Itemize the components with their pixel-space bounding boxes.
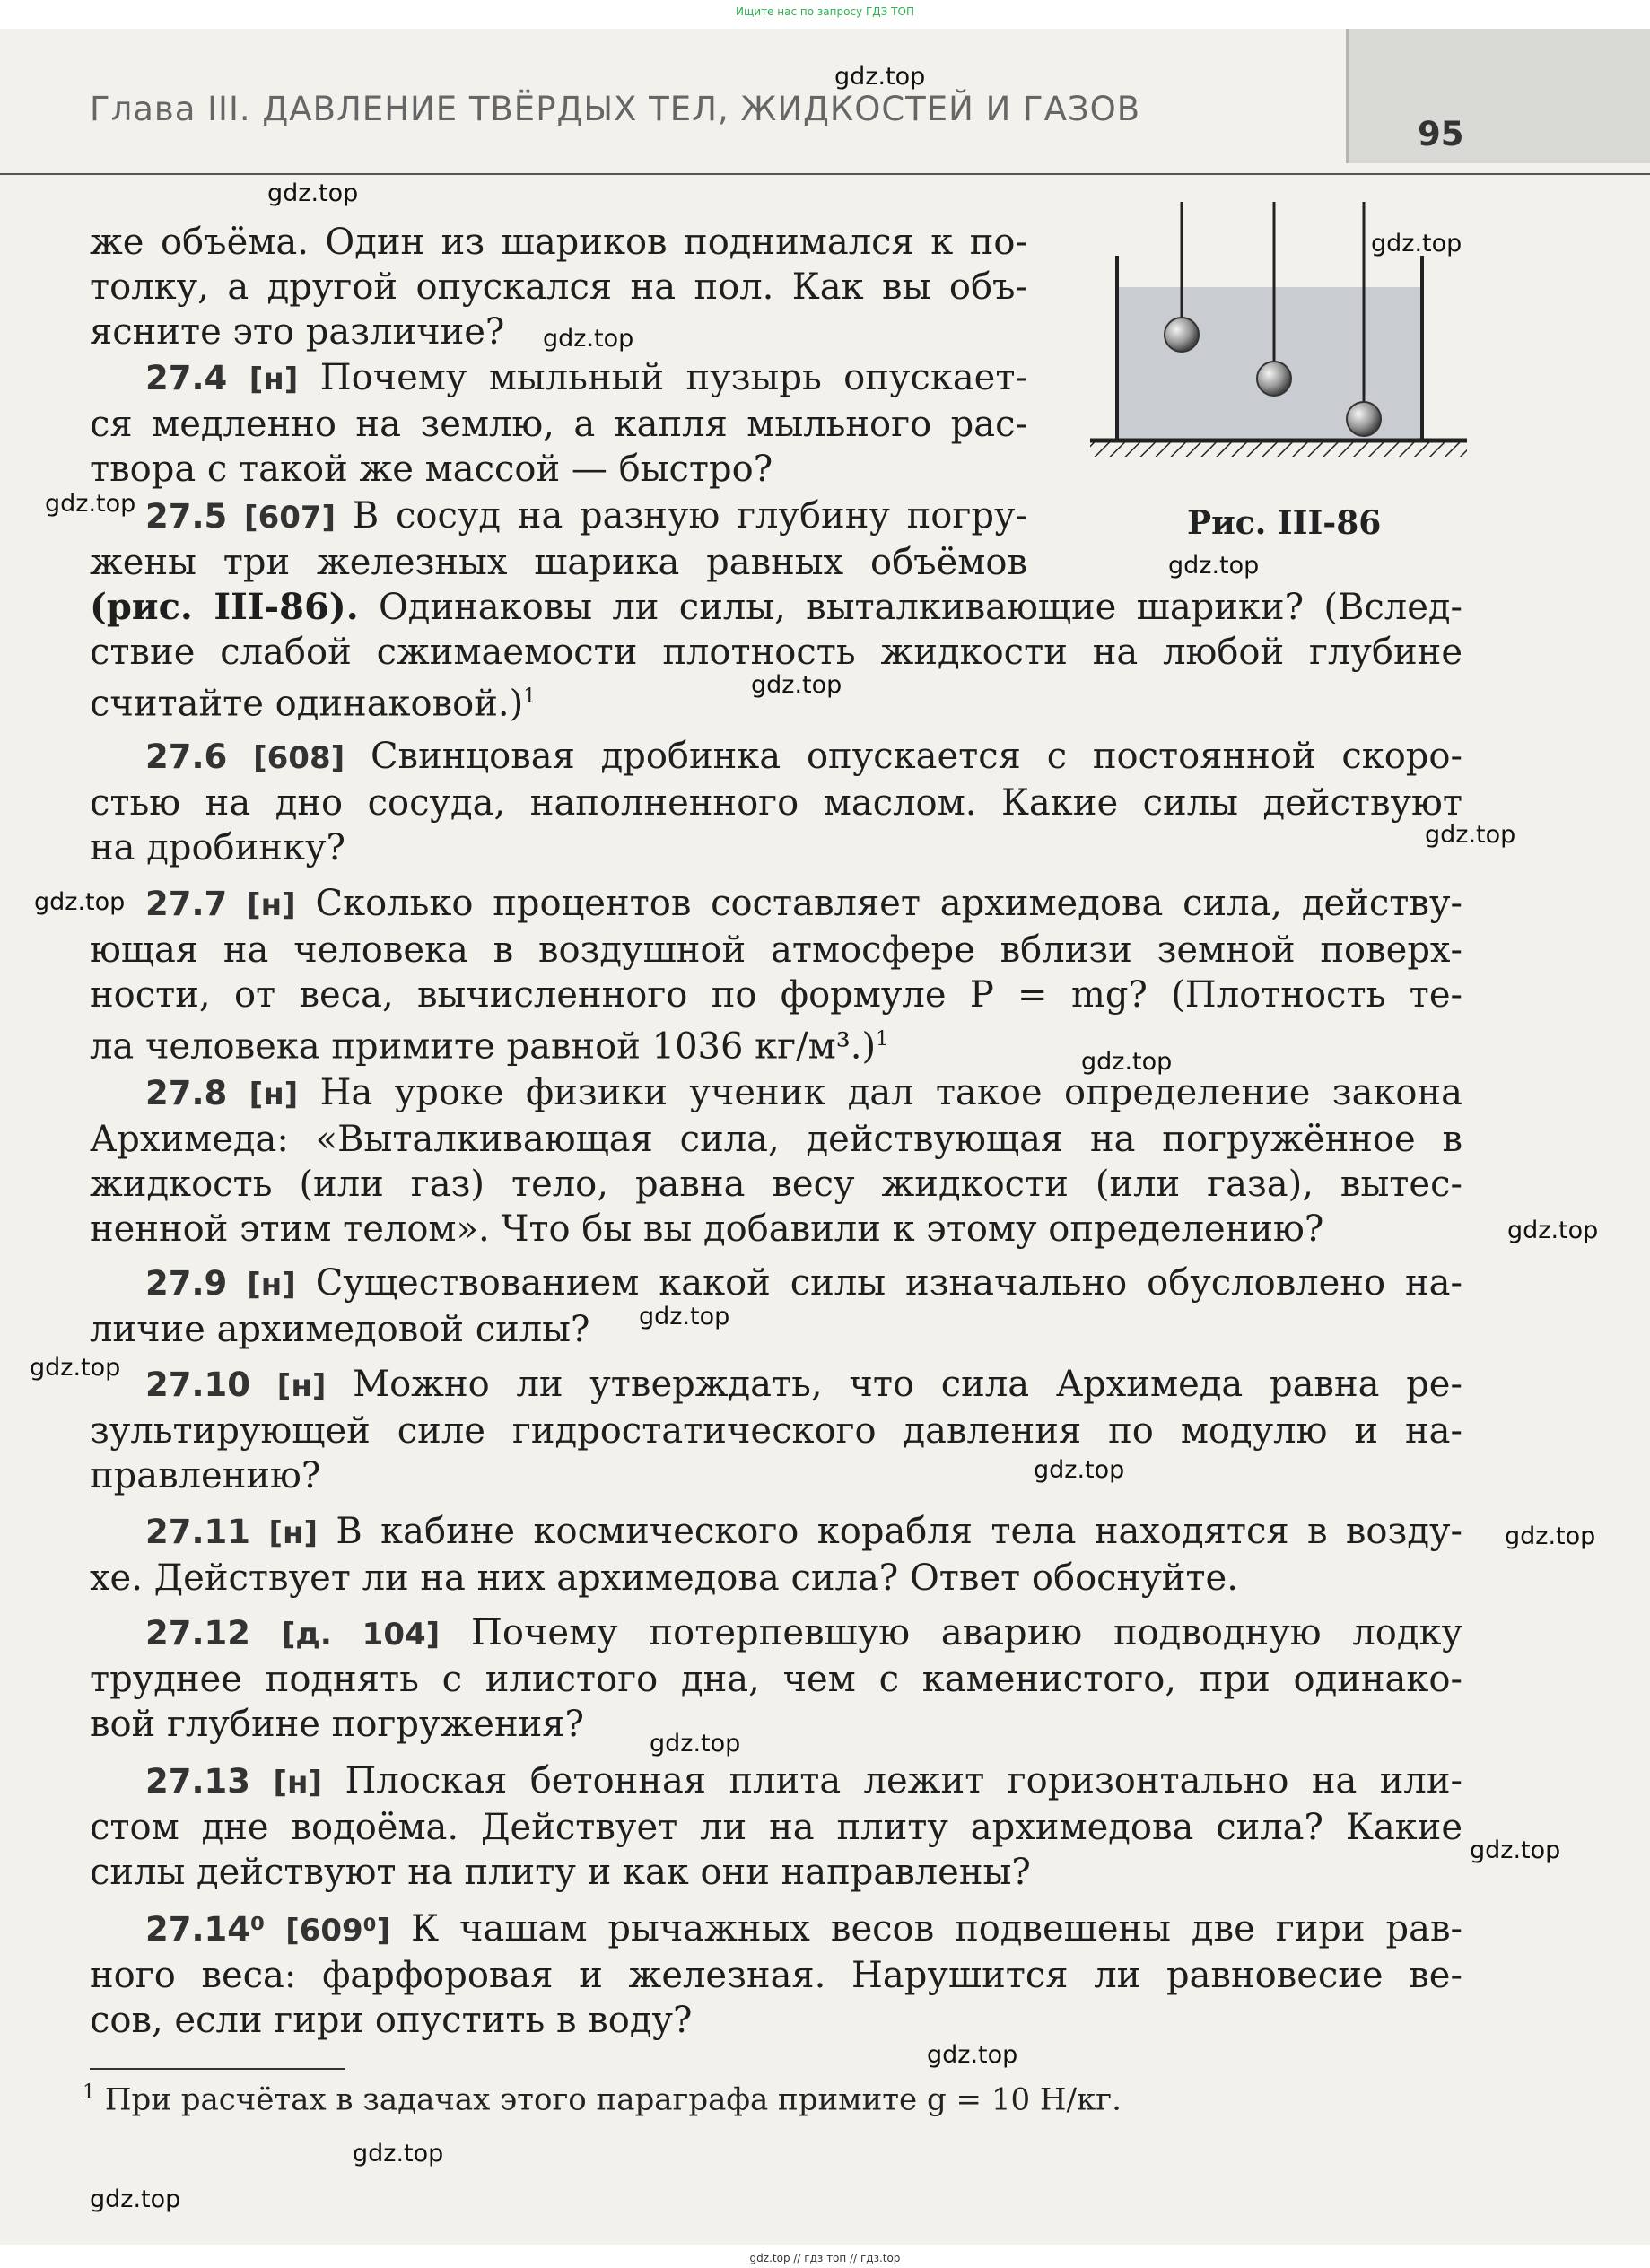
- problem-text-line: жены три железных шарика равных объёмов: [90, 542, 1027, 583]
- problem-text-line: считайте одинаковой.): [90, 683, 524, 725]
- problem-number: 27.11: [145, 1513, 251, 1551]
- watermark: gdz.top: [1168, 552, 1260, 580]
- top-strip: [0, 0, 1650, 29]
- footnote-mark: 1: [523, 685, 537, 708]
- problem-27-4: [90, 355, 1027, 492]
- watermark: gdz.top: [30, 1354, 121, 1382]
- problem-ref: [н]: [268, 1515, 319, 1551]
- problem-text-line: правлению?: [90, 1455, 321, 1496]
- problem-ref: [н]: [273, 1765, 323, 1801]
- problem-text: Плоская бетонная плита лежит горизонтально на или-: [345, 1760, 1462, 1801]
- watermark: gdz.top: [1081, 1048, 1173, 1076]
- problem-27-10: [90, 1362, 1462, 1498]
- footnote: [83, 2081, 1122, 2117]
- problem-text-line: ного веса: фарфоровая и железная. Нарушится ли равновесие ве-: [90, 1955, 1462, 1996]
- watermark: gdz.top: [353, 2140, 444, 2168]
- problem-27-11: [90, 1509, 1462, 1601]
- problem-number: 27.13: [145, 1762, 251, 1801]
- watermark: gdz.top: [90, 2185, 181, 2213]
- problem-text-line: твора с такой же массой — быстро?: [90, 449, 773, 490]
- problem-text: Одинаковы ли силы, выталкивающие шарики? (Вслед-: [379, 587, 1463, 628]
- problem-text: В кабине космического корабля тела находятся в возду-: [336, 1511, 1463, 1552]
- site-note-top[interactable]: Ищите нас по запросу ГДЗ ТОП: [736, 5, 914, 18]
- problem-number: 27.12: [145, 1614, 251, 1653]
- problem-text: На уроке физики ученик дал такое определение закона: [319, 1072, 1463, 1113]
- watermark: gdz.top: [1507, 1217, 1599, 1244]
- problem-text: Сколько процентов составляет архимедова сила, действу-: [315, 883, 1462, 924]
- ground-hatch: [1090, 442, 1467, 457]
- problem-ref: [н]: [247, 1267, 296, 1303]
- problem-text-line: силы действуют на плиту и как они направлены?: [90, 1852, 1031, 1893]
- problem-text-line: жидкость (или газ) тело, равна весу жидкости (или газа), вытес-: [90, 1164, 1462, 1205]
- watermark: gdz.top: [1425, 821, 1516, 849]
- problem-27-9: [90, 1260, 1462, 1352]
- problem-text-line: ствие слабой сжимаемости плотность жидкости на любой глубине: [90, 632, 1462, 673]
- site-note-bottom[interactable]: gdz.top // гдз топ // гдз.top: [749, 2252, 901, 2264]
- problem-text-line: зультирующей силе гидростатического давления по модулю и на-: [90, 1410, 1462, 1452]
- watermark: gdz.top: [1034, 1456, 1125, 1484]
- problem-27-13: [90, 1758, 1462, 1895]
- footnote-mark: 1: [876, 1028, 889, 1051]
- problem-ref: [609⁰]: [285, 1913, 391, 1949]
- figure-caption: Рис. III-86: [1187, 504, 1382, 542]
- problem-text: К чашам рычажных весов подвешены две гири рав-: [411, 1908, 1463, 1950]
- ball-1: [1165, 318, 1199, 352]
- problem-text: Существованием какой силы изначально обусловлено на-: [315, 1262, 1462, 1304]
- problem-ref: [н]: [249, 1077, 299, 1112]
- problem-text: В сосуд на разную глубину погру-: [352, 495, 1028, 536]
- page-number: 95: [1418, 115, 1464, 153]
- ball-2: [1257, 362, 1291, 396]
- watermark: gdz.top: [1371, 230, 1462, 257]
- problem-text-line: Архимеда: «Выталкивающая сила, действующая на погружённое в: [90, 1119, 1462, 1160]
- watermark: gdz.top: [639, 1303, 730, 1330]
- page-number-box: [1346, 29, 1650, 163]
- problem-text-line: труднее поднять с илистого дна, чем с каменистого, при одинако-: [90, 1659, 1462, 1700]
- problem-text-line: личие архимедовой силы?: [90, 1309, 590, 1350]
- intro-line: же объёма. Один из шариков поднимался к по-: [90, 222, 1027, 263]
- problem-ref: [607]: [244, 500, 336, 536]
- problem-number: 27.4: [145, 359, 228, 397]
- intro-line: толку, а другой опускался на пол. Как вы объ-: [90, 266, 1027, 308]
- figure-reference: (рис. III-86).: [90, 586, 359, 628]
- watermark: gdz.top: [1470, 1836, 1561, 1864]
- problem-27-8: [90, 1070, 1462, 1252]
- problem-text-line: хе. Действует ли на них архимедова сила? Ответ обоснуйте.: [90, 1557, 1238, 1599]
- problem-text: Свинцовая дробинка опускается с постоянной скоро-: [370, 736, 1463, 777]
- watermark: gdz.top: [267, 179, 359, 207]
- header-rule: [0, 173, 1650, 175]
- problem-number: 27.14⁰: [145, 1910, 266, 1949]
- problem-text-line: вой глубине погружения?: [90, 1704, 584, 1745]
- problem-27-7: [90, 881, 1462, 1069]
- problem-number: 27.10: [145, 1365, 251, 1404]
- chapter-title: Глава III. ДАВЛЕНИЕ ТВЁРДЫХ ТЕЛ, ЖИДКОСТЕЙ И ГАЗОВ: [90, 90, 1141, 128]
- problem-27-12: [90, 1610, 1462, 1747]
- watermark: gdz.top: [834, 63, 926, 91]
- problem-number: 27.5: [145, 497, 228, 536]
- problem-text-line: ности, от веса, вычисленного по формуле P = mg? (Плотность те-: [90, 974, 1462, 1016]
- problem-text: Можно ли утверждать, что сила Архимеда равна ре-: [353, 1364, 1462, 1405]
- watermark: gdz.top: [650, 1730, 741, 1758]
- problem-text-line: ся медленно на землю, а капля мыльного рас-: [90, 404, 1027, 445]
- problem-27-6: [90, 734, 1462, 870]
- problem-number: 27.9: [145, 1264, 228, 1303]
- footnote-text: При расчётах в задачах этого параграфа примите g = 10 Н/кг.: [104, 2081, 1122, 2118]
- footnote-mark: 1: [83, 2081, 95, 2104]
- watermark: gdz.top: [34, 888, 126, 916]
- watermark: gdz.top: [45, 490, 136, 518]
- footnote-rule: [90, 2068, 345, 2070]
- intro-line: ясните это различие?: [90, 311, 505, 353]
- problem-ref: [н]: [247, 887, 296, 923]
- problem-text: Почему мыльный пузырь опускает-: [319, 357, 1027, 398]
- problem-text-line: стом дне водоёма. Действует ли на плиту архимедова сила? Какие: [90, 1807, 1462, 1848]
- watermark: gdz.top: [927, 2041, 1018, 2069]
- problem-27-14: [90, 1906, 1462, 2043]
- problem-number: 27.8: [145, 1074, 228, 1112]
- ball-3: [1347, 402, 1381, 436]
- problem-number: 27.7: [145, 885, 228, 923]
- problem-number: 27.6: [145, 737, 228, 776]
- problem-text-line: на дробинку?: [90, 827, 345, 868]
- problem-text-line: сов, если гири опустить в воду?: [90, 2000, 693, 2041]
- problem-text-line: ла человека примите равной 1036 кг/м³.): [90, 1025, 877, 1068]
- watermark: gdz.top: [751, 671, 842, 699]
- problem-text-line: стью на дно сосуда, наполненного маслом. Какие силы действуют: [90, 782, 1462, 824]
- problem-ref: [н]: [249, 362, 299, 397]
- problem-ref: [н]: [276, 1368, 327, 1404]
- bottom-strip: [0, 2245, 1650, 2268]
- watermark: gdz.top: [543, 325, 634, 353]
- problem-text: Почему потерпевшую аварию подводную лодку: [470, 1612, 1463, 1653]
- problem-text-line: ненной этим телом». Что бы вы добавили к этому определению?: [90, 1208, 1324, 1250]
- problem-ref: [д. 104]: [281, 1617, 441, 1653]
- problem-ref: [608]: [253, 740, 345, 776]
- problem-text-line: ющая на человека в воздушной атмосфере вблизи земной поверх-: [90, 929, 1462, 971]
- watermark: gdz.top: [1505, 1522, 1596, 1550]
